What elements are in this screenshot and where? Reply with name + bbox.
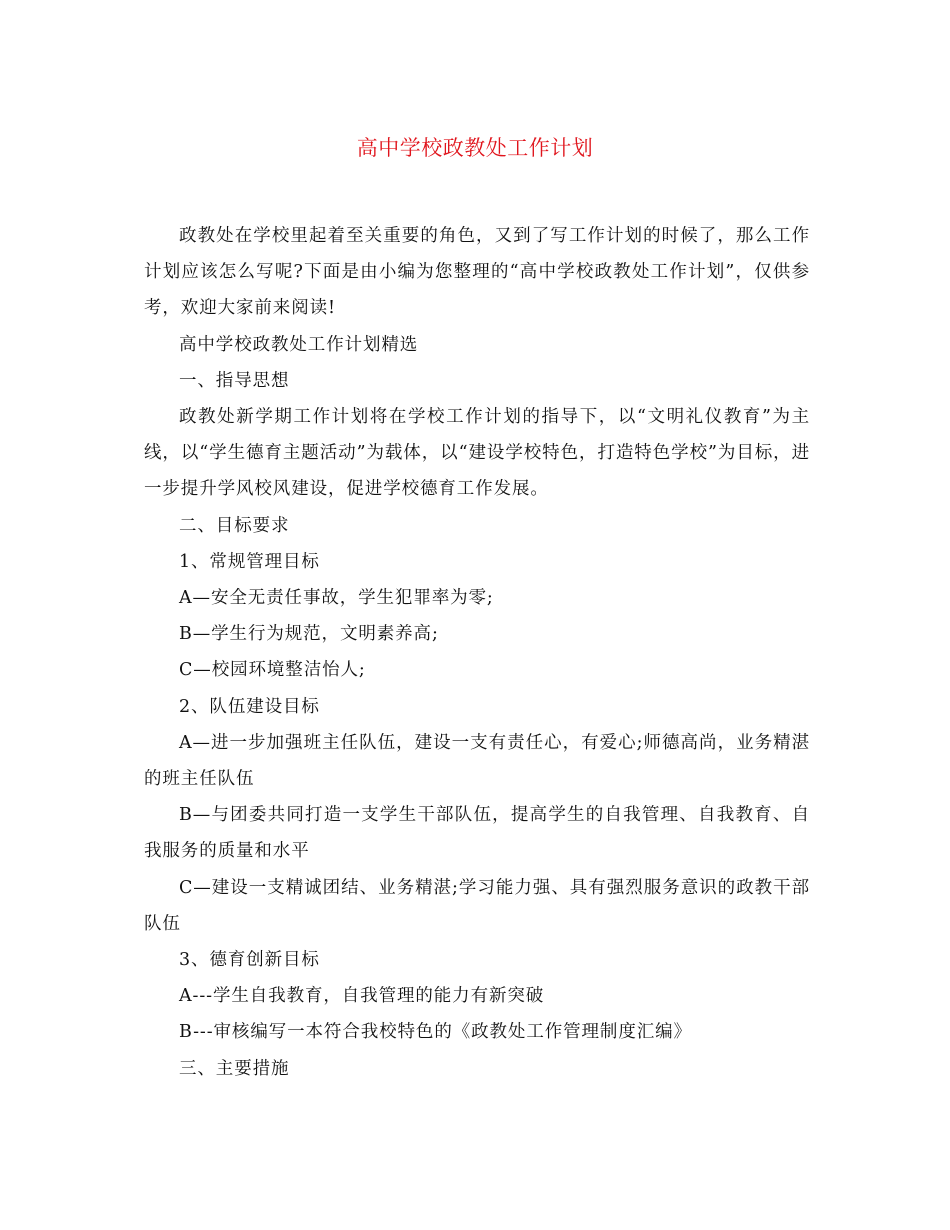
intro-paragraph: 政教处在学校里起着至关重要的角色，又到了写工作计划的时候了，那么工作计划应该怎么写呢?下面是由小编为您整理的“高中学校政教处工作计划”，仅供参考，欢迎大家前来阅读! [144, 226, 810, 319]
goal-item: B—与团委共同打造一支学生干部队伍，提高学生的自我管理、自我教育、自我服务的质量和水平 [144, 805, 810, 862]
section-heading-goals: 二、目标要求 [179, 515, 290, 536]
goal-item: A---学生自我教育，自我管理的能力有新突破 [179, 986, 545, 1007]
subheading-innovation-goals: 3、德育创新目标 [179, 950, 320, 971]
guiding-idea-paragraph: 政教处新学期工作计划将在学校工作计划的指导下，以“文明礼仪教育”为主线，以“学生德育主题活动”为载体，以“建设学校特色，打造特色学校”为目标，进一步提升学风校风建设，促进学校德育工作发展。 [144, 407, 810, 500]
subheading-team-goals: 2、队伍建设目标 [179, 696, 320, 717]
section-heading-selection: 高中学校政教处工作计划精选 [179, 334, 419, 355]
section-heading-guiding-idea: 一、指导思想 [179, 370, 290, 391]
goal-item: B—学生行为规范，文明素养高; [179, 624, 439, 645]
subheading-routine-goals: 1、常规管理目标 [179, 551, 320, 572]
goal-item: A—安全无责任事故，学生犯罪率为零; [179, 588, 494, 609]
goal-item: A—进一步加强班主任队伍，建设一支有责任心，有爱心;师德高尚，业务精湛的班主任队伍 [144, 732, 810, 790]
document-title: 高中学校政教处工作计划 [356, 136, 594, 160]
goal-item: B---审核编写一本符合我校特色的《政教处工作管理制度汇编》 [179, 1022, 692, 1043]
goal-item: C—建设一支精诚团结、业务精湛;学习能力强、具有强烈服务意识的政教干部队伍 [144, 877, 810, 934]
goal-item: C—校园环境整洁怡人; [179, 660, 366, 681]
section-heading-measures: 三、主要措施 [179, 1058, 290, 1079]
document-body [144, 218, 810, 1087]
